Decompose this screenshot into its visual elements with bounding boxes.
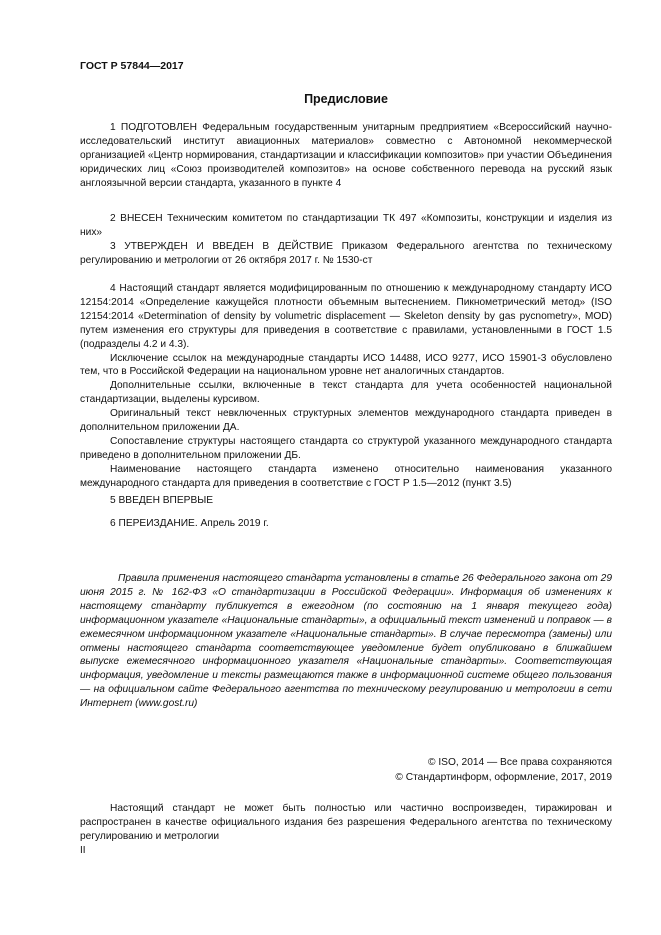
page-title: Предисловие <box>304 92 388 106</box>
reproduction-notice: Настоящий стандарт не может быть полностью или частично воспроизведен, тиражирован и распространен в качестве официального издания без разрешения Федерального агентства по техническому регулированию и метрологии <box>80 803 612 842</box>
item-2 <box>80 212 612 240</box>
item-1-text: 1 ПОДГОТОВЛЕН Федеральным государственным унитарным предприятием «Всероссийский научно-исследовательский институт авиационных материалов» совместно с Автономной некоммерческой организацией «Центр нормирования, стандартизации и классификации композитов» при участии Объединения юридических лиц «Союз производителей композитов» на основе собственного перевода на русский язык англоязычной версии стандарта, указанного в пункте 4 <box>80 122 612 189</box>
item-3-text: 3 УТВЕРЖДЕН И ВВЕДЕН В ДЕЙСТВИЕ Приказом Федерального агентства по техническому регулированию и метрологии от 26 октября 2017 г. № 1530-ст <box>80 241 612 266</box>
standard-code: ГОСТ Р 57844—2017 <box>80 60 184 72</box>
item-2-text: 2 ВНЕСЕН Техническим комитетом по стандартизации ТК 497 «Композиты, конструкции и изделия из них» <box>80 213 612 238</box>
item-4-text: 4 Настоящий стандарт является модифицированным по отношению к международному стандарту ИСО 12154:2014 «Определение кажущейся плотности объемным вытеснением. Пикнометрический метод» (ISO 12154:2014 «Determination of density by volumetric displacement — Skeleton density by gas pycnometry», MOD) путем изменения его структуры для приведения в соответствие с правилами, установленными в ГОСТ 1.5 (подразделы 4.2 и 4.3). <box>80 283 612 350</box>
item-4-paragraph: Сопоставление структуры настоящего стандарта со структурой указанного международного стандарта приведено в дополнительном приложении ДБ. <box>80 435 612 461</box>
copyright-standartinform: © Стандартинформ, оформление, 2017, 2019 <box>395 772 612 783</box>
page-number: II <box>80 845 86 856</box>
item-4-paragraph: Дополнительные ссылки, включенные в текст стандарта для учета особенностей национальной стандартизации, выделены курсивом. <box>80 380 612 406</box>
item-4-paragraph: Исключение ссылок на международные стандарты ИСО 14488, ИСО 9277, ИСО 15901-3 обусловлено тем, что в Российской Федерации на национальном уровне нет аналогичных стандартов. <box>80 352 612 378</box>
item-4-paragraph: Оригинальный текст невключенных структурных элементов международного стандарта приведен в дополнительном приложении ДА. <box>80 408 612 434</box>
item-5-text: 5 ВВЕДЕН ВПЕРВЫЕ <box>110 495 214 506</box>
item-1 <box>80 121 612 191</box>
item-5 <box>80 494 612 508</box>
item-4-paragraph: Наименование настоящего стандарта изменено относительно наименования указанного международного стандарта для приведения в соответствие с ГОСТ Р 1.5—2012 (пункт 3.5) <box>80 463 612 489</box>
item-6 <box>80 517 612 531</box>
item-4 <box>80 282 612 491</box>
application-rules-notice: Правила применения настоящего стандарта установлены в статье 26 Федерального закона от 29 июня 2015 г. № 162-ФЗ «О стандартизации в Российской Федерации». Информация об изменениях к настоящему стандарту публикуется в ежегодном (по состоянию на 1 января текущего года) информационном указателе «Национальные стандарты», а официальный текст изменений и поправок — в ежемесячном информационном указателе «Национальные стандарты». В случае пересмотра (замены) или отмены настоящего стандарта соответствующее уведомление будет опубликовано в ближайшем выпуске ежемесячного информационного указателя «Национальные стандарты». Соответствующая информация, уведомление и тексты размещаются также в информационной системе общего пользования — на официальном сайте Федерального агентства по техническому регулированию и метрологии в сети Интернет (www.gost.ru) <box>80 573 612 710</box>
item-3 <box>80 240 612 268</box>
copyright-iso: © ISO, 2014 — Все права сохраняются <box>428 757 612 768</box>
item-6-text: 6 ПЕРЕИЗДАНИЕ. Апрель 2019 г. <box>110 518 269 529</box>
